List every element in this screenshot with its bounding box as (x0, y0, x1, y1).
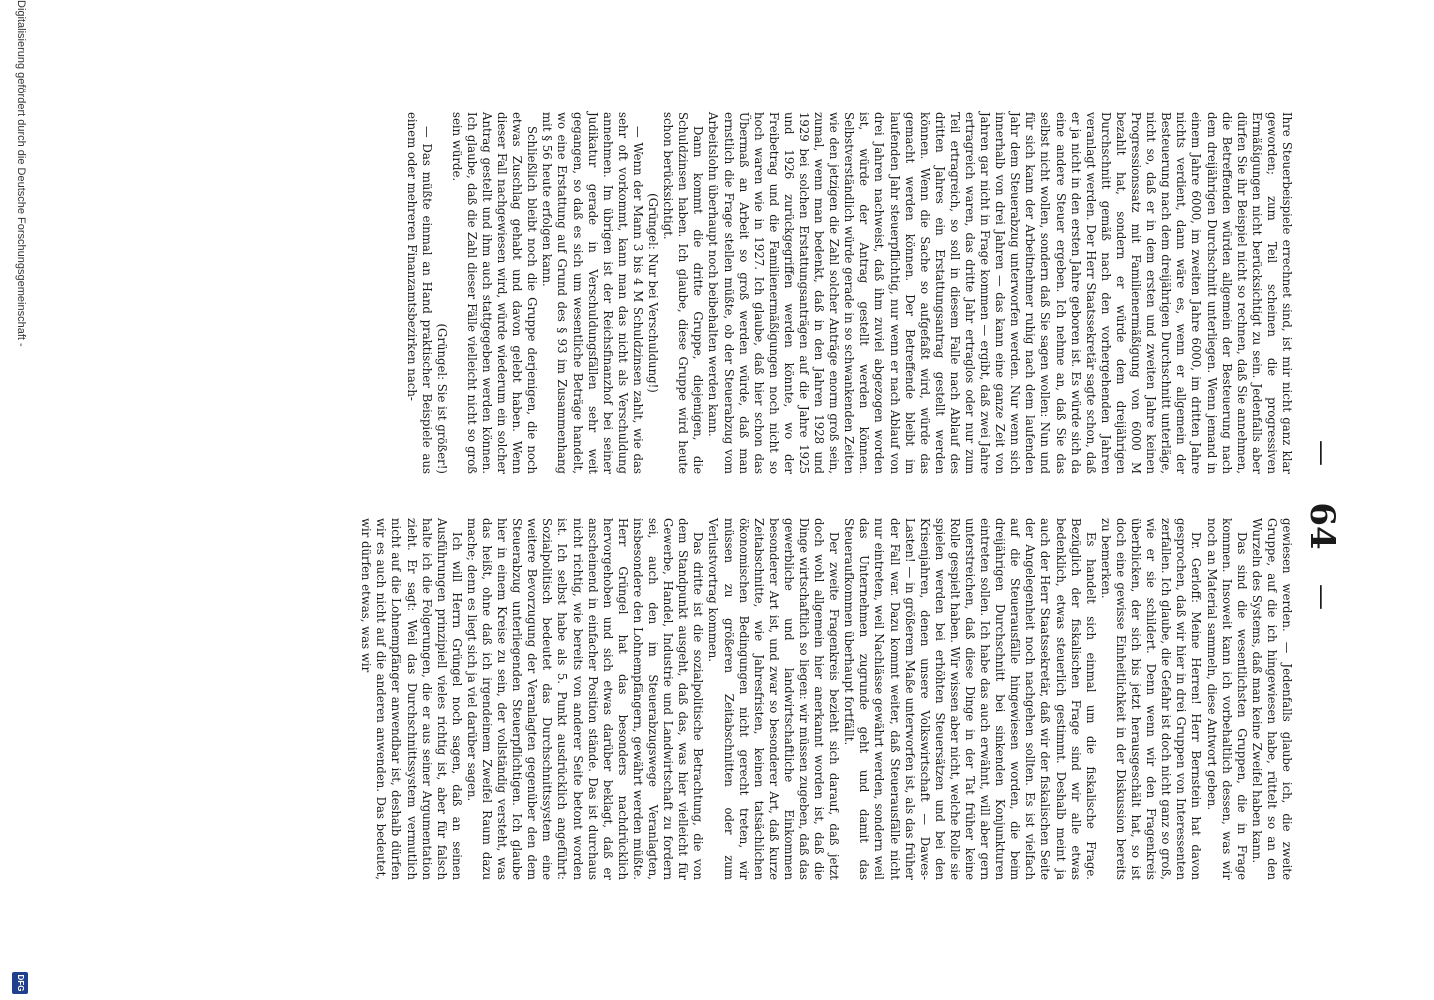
paragraph: Das dritte ist die sozialpolitische Betrachtung, die von dem Standpunkt ausgeht, daß das, was hier vielleicht für Gewerbe, Handel, Industrie und Landwirtschaft zu fordern sei, auch den im Steuerabzugswege Veranlagten, insbesondere den Lohnempfängern, gewährt werden müßte. Herr Grüngel hat das besonders nachdrücklich hervorgehoben und sich etwas darüber beklagt, daß er anscheinend in einfacher Position stände. Das ist durchaus nicht richtig, wie bereits von anderer Seite betont worden ist. Ich selbst habe als 5. Punkt ausdrücklich angeführt: Sozialpolitisch bedeutet das Durchschnittssystem eine weitere Bevorzugung der Veranlagten gegenüber den dem Steuerabzug unterliegenden Steuerpflichtigen. Ich glaube hier in einem Kreise zu sein, der vollständig versteht, was das heißt, ohne daß ich irgendeinem Zweifel Raum dazu mache; denn es liegt sich ja viel darüber sagen. (464, 518, 706, 880)
text-column-left (403, 112, 1294, 474)
paragraph: Dr. Gerloff: Meine Herren! Herr Bernstein hat davon gesprochen, daß wir hier in drei Gruppen von Interessenten zerfallen. Ich glaube, die Gefahr ist doch nicht ganz so groß, wie er sie schildert. Denn wenn wir den Fragenkreis überblicken, der sich bis jetzt herausgeschält hat, so ist doch eine gewisse Einheitlichkeit in der Diskussion bereits zu bemerken. (1098, 518, 1204, 880)
paragraph: (Grüngel: Nur bei Verschuldung!) (646, 193, 661, 393)
text-column-right (358, 518, 1294, 880)
paragraph: Ihre Steuerbeispiele errechnet sind, ist mir nicht ganz klar geworden; zum Teil scheinen die progressiven Ermäßigungen nicht berücksichtigt zu sein. Jedenfalls aber dürfen Sie ihr Beispiel nicht so rechnen, daß Sie annehmen, die Betreffenden würden allgemein der Besteuerung nach dem dreijährigen Durchschnitt unterliegen. Wenn jemand in einem Jahre 6000, im zweiten Jahre 6000, im dritten Jahre nichts verdient, dann wäre es, wenn er allgemein der Besteuerung nach dem dreijährigen Durchschnitt unterläge, nicht so, daß er in dem ersten und zweiten Jahre keinen Progressionssatz mit Familienermäßigung von 6000 M bezahlt hat, sondern er würde dem dreijährigen Durchschnitt gemäß nach den vorhergehenden Jahren veranlagt werden. Der Herr Staatssekretär sagte schon, daß er ja nicht in den ersten Jahre geboren ist. Es würde sich da eine andere Steuer ergeben. Ich nehme an, daß Sie das selbst nicht wollen, sondern daß Sie sagen wollen: Nun und für sich kann der Arbeitnehmer ruhig nach dem laufenden Jahr dem Steuerabzug unterworfen werden. Nur wenn sich innerhalb von drei Jahren — das kann eine ganze Zeit von Jahren gar nicht in Frage kommen — ergibt, daß zwei Jahre ertragreich waren, das dritte Jahr ertraglos oder nur zum Teil ertragreich, so soll in diesem Falle nach Ablauf des dritten Jahres ein Erstattungsantrag gestellt werden können. Wenn die Sache so aufgefaßt wird, würde das gemacht werden können. Der Betreffende bleibt im laufenden Jahr steuerpflichtig, nur wenn er nach Ablauf von drei Jahren nachweist, daß ihm zuviel abgezogen worden ist, würde der Antrag gestellt werden können. Selbstverständlich würde gerade in so schwankenden Zeiten wie den jetzigen die Zahl solcher Anträge enorm groß sein, zumal, wenn man bedenkt, daß in den Jahren 1928 und 1929 bei solchen Erstattungsanträgen auf die Jahre 1925 und 1926 zurückgegriffen werden könnte, wo der Freibetrag und die Familienermäßigungen noch nicht so hoch waren wie in 1927. Ich glaube, daß hier schon das Übermaß an Arbeit so groß werden würde, daß man ernstlich die Frage stellen müßte, ob der Steuerabzug vom Arbeitslohn überhaupt noch beibehalten werden kann. (706, 112, 1294, 474)
digitization-footer (6, 0, 30, 1000)
dfg-logo: DFG (12, 972, 28, 994)
paragraph: Ich will Herrn Grüngel noch sagen, daß an seinen Ausführungen prinzipiell vieles richtig ist, aber für falsch halte ich die Folgerungen, die er aus seiner Argumentation zieht. Er sagt: Weil das Durchschnittssystem vermutlich nicht auf die Lohnempfänger anwendbar ist, deshalb dürfen wir es auch nicht auf die anderen anwenden. Das bedeutet, wir dürfen etwas, was wir (359, 518, 464, 880)
paragraph: Der zweite Fragenkreis bezieht sich darauf, daß jetzt doch wohl allgemein hier anerkannt worden ist, daß die Dinge wirtschaftlich so liegen: wir müssen zugeben, daß das gewerbliche und landwirtschaftliche Einkommen besonderer Art ist, und zwar so besonderer Art, daß kurze Zeitabschnitte, wie Jahresfristen, keinen tatsächlichen ökonomischen Bedingungen nicht gerecht treten, wir müssen zu größeren Zeitabschnitten oder zum Verlustvortrag kommen. (706, 518, 842, 880)
digitization-note: Digitalisierung gefördert durch die Deutsche Forschungsgemeinschaft - (15, 0, 27, 347)
paragraph: — Wenn der Mann 3 bis 4 M Schuldzinsen zahlt, wie das sehr oft vorkommt, kann man das nicht als Verschuldung annehmen. Im übrigen ist der Reichsfinanzhof bei seiner Judikatur gerade in Verschuldungsfällen sehr weit gegangen, so daß es sich um wesentliche Beträge handelt, wo eine Erstattung auf Grund des § 93 im Zusammenhang mit § 56 heute erfolgen kann. (540, 112, 645, 474)
paragraph: (Grüngel: Sie ist größer!) (434, 323, 449, 474)
header-dash-right: — (1307, 584, 1337, 610)
paragraph: gewiesen werden. — Jedenfalls glaube ich, die zweite Gruppe, auf die ich hingewiesen habe, rüttelt so an den Wurzeln des Systems, daß man keine Zweifel haben kann. (1249, 518, 1294, 880)
paragraph: Es handelt sich einmal um die fiskalische Frage. Bezüglich der fiskalischen Frage sind wir alle etwas bedenklich, etwas steuerlich gestimmt. Deshalb meint ja auch der Herr Staatssekretär, daß wir der fiskalischen Seite der Angelegenheit noch nachgehen sollten. Es ist vielfach auf die Steuerausfälle hingewiesen worden, die beim dreijährigen Durchschnitt bei sinkenden Konjunkturen eintreten sollen. Ich habe das auch erwähnt, will aber gern unterstreichen, daß diese Dinge in der Tat früher keine Rolle gespielt haben. Wir wissen aber nicht, welche Rolle sie spielen werden bei erhöhten Steuersätzen und bei den Krisenjahren, denen unsere Volkswirtschaft — Dawes-Lasten! — in größerem Maße unterworfen ist, als das früher der Fall war. Dazu kommt weiter, daß Steuerausfälle nicht nur eintreten, weil Nachlässe gewährt werden, sondern weil das Unternehmen zugrunde geht und damit das Steueraufkommen überhaupt fortfällt. (842, 518, 1098, 880)
paragraph: Schließlich bleibt noch die Gruppe derjenigen, die noch etwas Zuschlag gehabt und davon gelebt haben. Wenn dieser Fall nachgewiesen wird, würde wiederum ein solcher Antrag gestellt und ihm auch stattgegeben werden können. Ich glaube, daß die Zahl dieser Fälle vielleicht nicht so groß sein würde. (449, 112, 540, 474)
page-header (1302, 0, 1342, 1000)
header-dash-left: — (1307, 440, 1337, 466)
page-number: 64 (1302, 502, 1342, 550)
paragraph: — Das müßte einmal an Hand praktischer Beispiele aus einem oder mehreren Finanzamtsbezirken nach- (404, 112, 434, 474)
paragraph: Das sind die wesentlichsten Gruppen, die in Frage kommen. Insoweit kann ich vorbehaltlich dessen, was wir noch an Material sammeln, diese Antwort geben. (1204, 518, 1249, 880)
paragraph: Dann kommt die dritte Gruppe, diejenigen, die Schuldzinsen haben. Ich glaube, diese Gruppe wird heute schon berücksichtigt. (661, 112, 706, 474)
